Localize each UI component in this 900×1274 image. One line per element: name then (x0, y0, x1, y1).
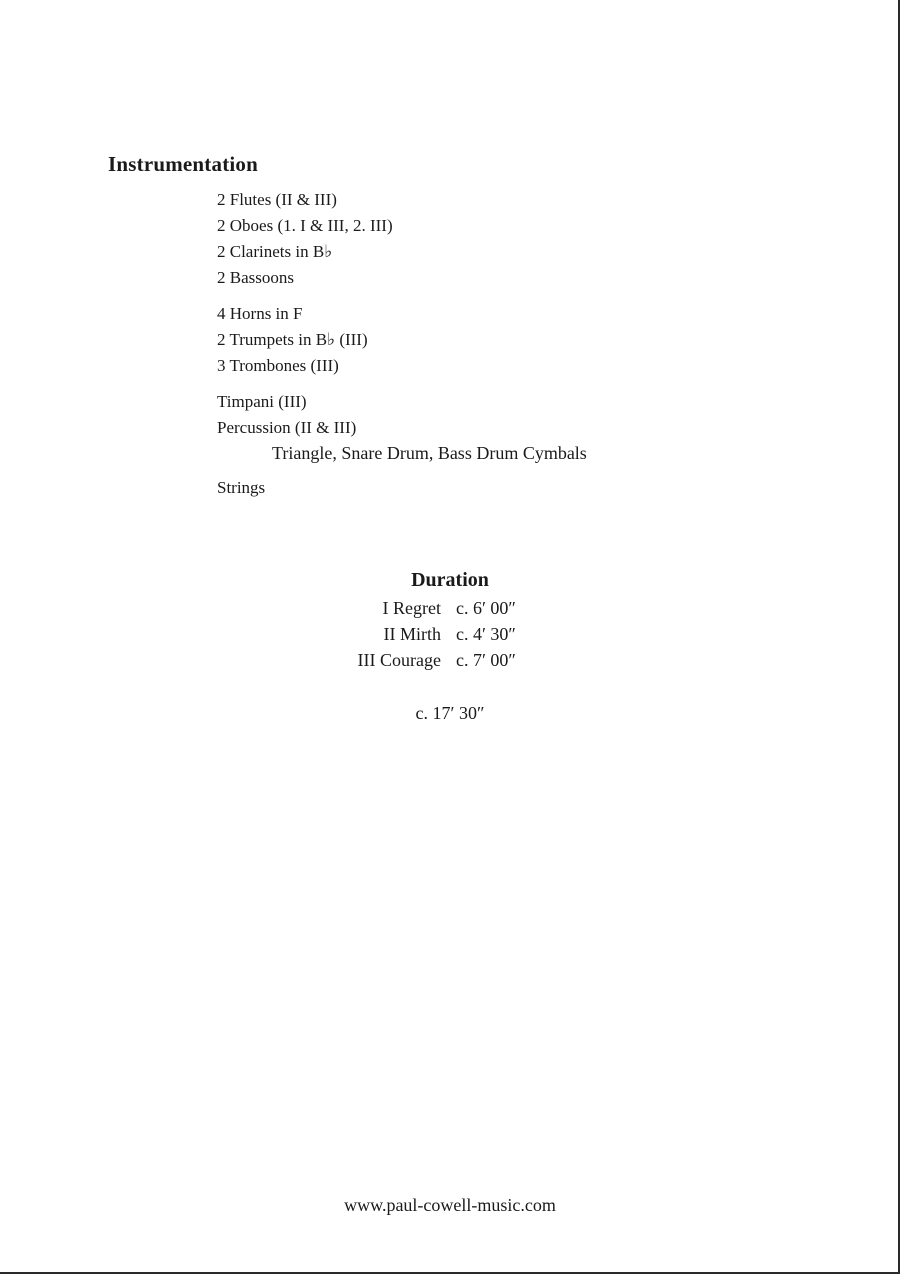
instrument-line-percussion: Percussion (II & III) (217, 418, 357, 437)
instrument-line-horns: 4 Horns in F (217, 304, 303, 323)
instrument-line-trombones: 3 Trombones (III) (217, 356, 339, 375)
movement-time: c. 7′ 00″ (456, 650, 516, 670)
movement-name: III Courage (357, 650, 441, 670)
instrument-line-timpani: Timpani (III) (217, 392, 307, 411)
total-duration: c. 17′ 30″ (415, 703, 485, 723)
movement-time: c. 6′ 00″ (456, 598, 516, 618)
duration-row (0, 624, 900, 648)
instrument-line-trumpets: 2 Trumpets in B♭ (III) (217, 330, 368, 349)
movement-name: I Regret (382, 598, 441, 618)
instrument-line-strings: Strings (217, 478, 266, 497)
percussion-detail: Triangle, Snare Drum, Bass Drum Cymbals (272, 443, 587, 463)
movement-name: II Mirth (383, 624, 441, 644)
instrument-line-clarinets: 2 Clarinets in B♭ (217, 242, 333, 261)
duration-heading: Duration (411, 569, 489, 591)
footer-website-link[interactable]: www.paul-cowell-music.com (344, 1195, 556, 1215)
movement-time: c. 4′ 30″ (456, 624, 516, 644)
instrument-line-oboes: 2 Oboes (1. I & III, 2. III) (217, 216, 393, 235)
duration-row (0, 650, 900, 674)
instrument-line-flutes: 2 Flutes (II & III) (217, 190, 337, 209)
instrument-line-bassoons: 2 Bassoons (217, 268, 294, 287)
instrumentation-heading: Instrumentation (108, 152, 259, 176)
duration-row (0, 598, 900, 622)
